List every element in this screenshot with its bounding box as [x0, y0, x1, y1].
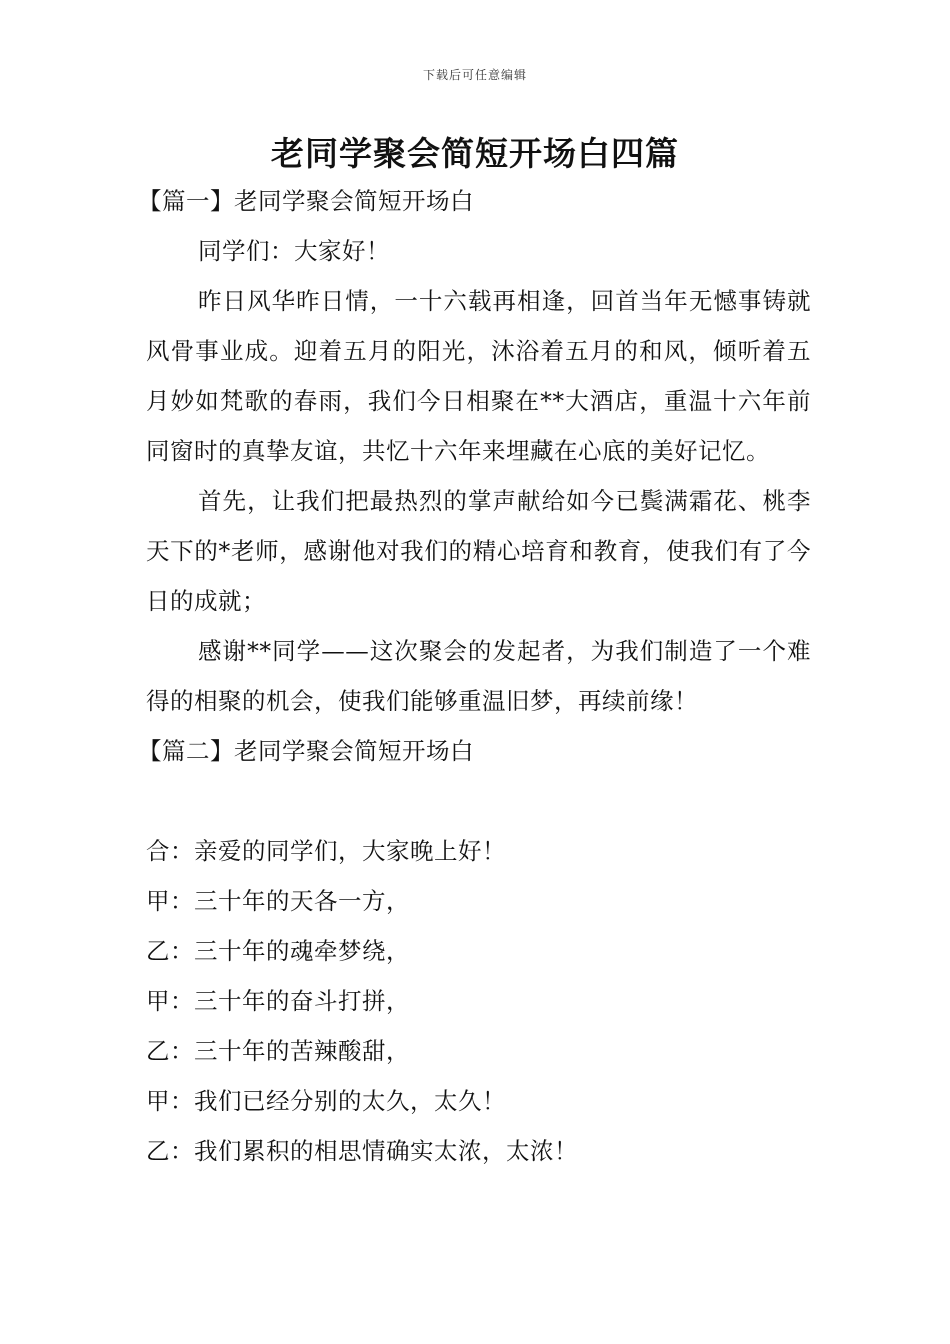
dialogue-line: 乙：我们累积的相思情确实太浓，太浓！ [146, 1137, 578, 1165]
dialogue-line: 乙：三十年的苦辣酸甜， [146, 1037, 410, 1065]
section-heading-1: 【篇一】老同学聚会简短开场白 [138, 187, 474, 215]
dialogue-line: 乙：三十年的魂牵梦绕， [146, 937, 410, 965]
paragraph-3: 感谢**同学——这次聚会的发起者，为我们制造了一个难得的相聚的机会，使我们能够重温旧梦，再续前缘！ [146, 637, 811, 715]
dialogue-line: 合：亲爱的同学们，大家晚上好！ [146, 837, 506, 865]
document-body [138, 176, 811, 1176]
section-heading-2: 【篇二】老同学聚会简短开场白 [138, 737, 474, 765]
paragraph-greeting: 同学们：大家好！ [198, 237, 390, 265]
blank-line [146, 776, 811, 826]
dialogue-line: 甲：三十年的奋斗打拼， [146, 987, 410, 1015]
dialogue-line: 甲：三十年的天各一方， [146, 887, 410, 915]
dialogue-line: 甲：我们已经分别的太久，太久！ [146, 1087, 506, 1115]
paragraph-2: 首先，让我们把最热烈的掌声献给如今已鬓满霜花、桃李天下的*老师，感谢他对我们的精心培育和教育，使我们有了今日的成就； [146, 487, 811, 615]
paragraph-1: 昨日风华昨日情，一十六载再相逢，回首当年无憾事铸就风骨事业成。迎着五月的阳光，沐浴着五月的和风，倾听着五月妙如梵歌的春雨，我们今日相聚在**大酒店，重温十六年前同窗时的真挚友谊，共忆十六年来埋藏在心底的美好记忆。 [146, 287, 811, 465]
document-title: 老同学聚会简短开场白四篇 [271, 134, 679, 173]
header-note: 下载后可任意编辑 [422, 68, 527, 82]
